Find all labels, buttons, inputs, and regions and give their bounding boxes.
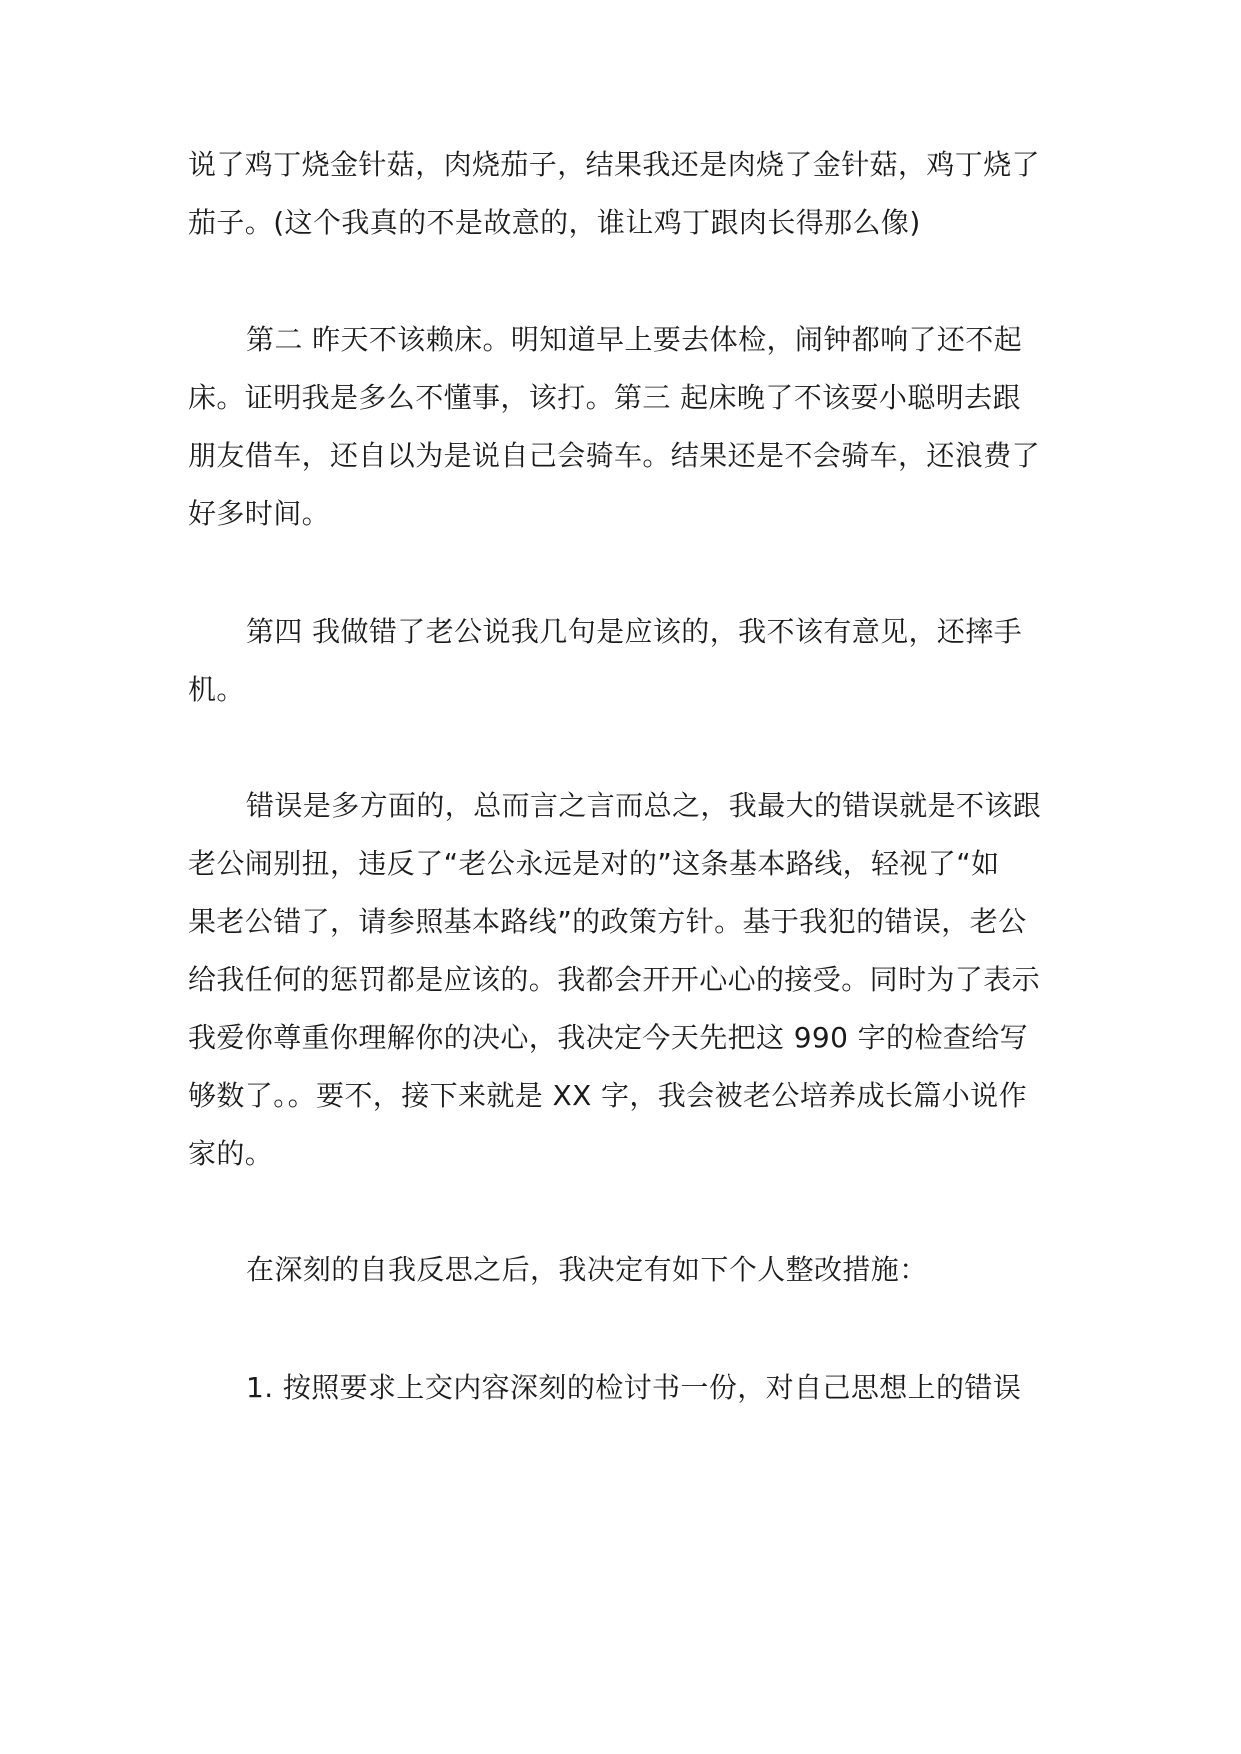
text-line: 果老公错了，请参照基本路线”的政策方针。基于我犯的错误，老公 — [188, 905, 1027, 938]
text-line: 机。 — [188, 673, 245, 706]
text-line: 我爱你尊重你理解你的决心，我决定今天先把这 990 字的检查给写 — [188, 1021, 1029, 1054]
text-line: 说了鸡丁烧金针菇，肉烧茄子，结果我还是肉烧了金针菇，鸡丁烧了 — [188, 148, 1041, 181]
text-line: 够数了。。要不，接下来就是 XX 字，我会被老公培养成长篇小说作 — [188, 1079, 1027, 1112]
text-line: 床。证明我是多么不懂事，该打。第三 起床晚了不该耍小聪明去跟 — [188, 381, 1021, 414]
list-item-line: 1. 按照要求上交内容深刻的检讨书一份，对自己思想上的错误 — [246, 1371, 1022, 1404]
paragraph-start-line: 在深刻的自我反思之后，我决定有如下个人整改措施： — [246, 1253, 928, 1286]
text-line: 家的。 — [188, 1137, 274, 1170]
text-line: 好多时间。 — [188, 497, 331, 530]
paragraph-start-line: 错误是多方面的，总而言之言而总之，我最大的错误就是不该跟 — [246, 789, 1042, 822]
text-line: 朋友借车，还自以为是说自己会骑车。结果还是不会骑车，还浪费了 — [188, 439, 1041, 472]
text-line: 给我任何的惩罚都是应该的。我都会开开心心的接受。同时为了表示 — [188, 963, 1041, 996]
text-line: 老公闹别扭，违反了“老公永远是对的”这条基本路线，轻视了“如 — [188, 847, 1000, 880]
text-line: 茄子。(这个我真的不是故意的，谁让鸡丁跟肉长得那么像) — [188, 206, 921, 239]
paragraph-start-line: 第四 我做错了老公说我几句是应该的，我不该有意见，还摔手 — [246, 615, 1023, 648]
paragraph-start-line: 第二 昨天不该赖床。明知道早上要去体检，闹钟都响了还不起 — [246, 323, 1023, 356]
